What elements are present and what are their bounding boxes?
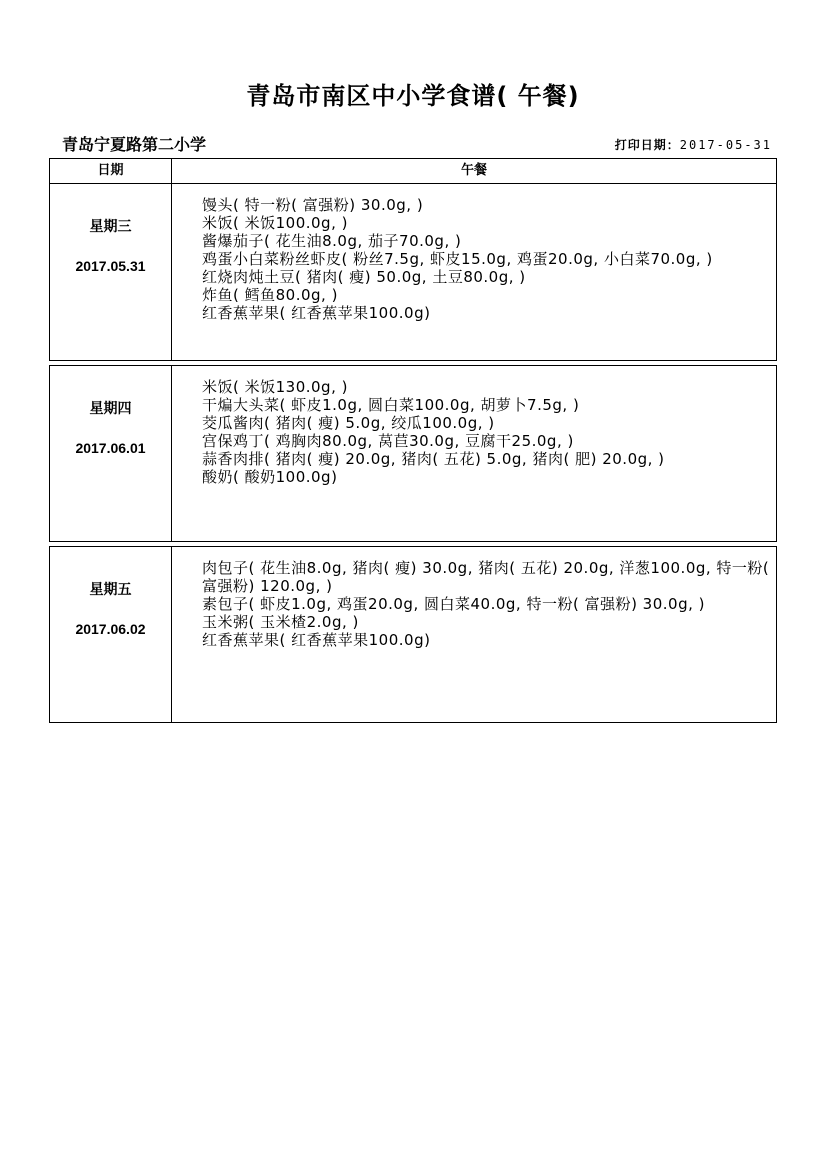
- menu-table: [49, 158, 777, 723]
- date-cell: [50, 366, 172, 541]
- menu-item: 宫保鸡丁( 鸡胸肉80.0g, 莴苣30.0g, 豆腐干25.0g, ): [202, 432, 574, 450]
- date: 2017.06.01: [75, 440, 146, 456]
- menu-item: 红香蕉苹果( 红香蕉苹果100.0g): [202, 304, 431, 322]
- menu-item: 素包子( 虾皮1.0g, 鸡蛋20.0g, 圆白菜40.0g, 特一粉( 富强粉) 30.0g, ): [202, 595, 705, 613]
- weekday: 星期三: [89, 219, 132, 235]
- menu-item: 肉包子( 花生油8.0g, 猪肉( 瘦) 30.0g, 猪肉( 五花) 20.0g, 洋葱100.0g, 特一粉( 富强粉) 120.0g, ): [202, 559, 775, 595]
- menu-item: 玉米粥( 玉米楂2.0g, ): [202, 613, 359, 631]
- menu-item: 馒头( 特一粉( 富强粉) 30.0g, ): [202, 196, 424, 214]
- date-cell: [50, 547, 172, 722]
- weekday: 星期五: [89, 582, 132, 598]
- print-date: [615, 136, 772, 153]
- table-row: [49, 184, 777, 361]
- weekday: 星期四: [89, 401, 132, 417]
- lunch-cell: [172, 184, 776, 360]
- date: 2017.05.31: [75, 258, 146, 274]
- menu-item: 鸡蛋小白菜粉丝虾皮( 粉丝7.5g, 虾皮15.0g, 鸡蛋20.0g, 小白菜70.0g, ): [202, 250, 713, 268]
- menu-item: 干煸大头菜( 虾皮1.0g, 圆白菜100.0g, 胡萝卜7.5g, ): [202, 396, 580, 414]
- header-date: 日期: [50, 159, 172, 183]
- date: 2017.06.02: [75, 621, 146, 637]
- header-lunch: 午餐: [460, 163, 487, 178]
- menu-item: 蒜香肉排( 猪肉( 瘦) 20.0g, 猪肉( 五花) 5.0g, 猪肉( 肥) 20.0g, ): [202, 450, 665, 468]
- date-cell: [50, 184, 172, 360]
- table-row: [49, 365, 777, 542]
- menu-item: 酸奶( 酸奶100.0g): [202, 468, 338, 486]
- page-title: 青岛市南区中小学食谱( 午餐): [246, 82, 580, 110]
- menu-item: 炸鱼( 鳕鱼80.0g, ): [202, 286, 338, 304]
- print-date-label: 打印日期：: [614, 138, 680, 152]
- menu-item: 红烧肉炖土豆( 猪肉( 瘦) 50.0g, 土豆80.0g, ): [202, 268, 526, 286]
- table-header: [49, 158, 777, 184]
- print-date-value: 2017-05-31: [679, 138, 772, 152]
- menu-item: 红香蕉苹果( 红香蕉苹果100.0g): [202, 631, 431, 649]
- school-name: 青岛宁夏路第二小学: [62, 135, 207, 154]
- lunch-cell: [172, 547, 776, 722]
- menu-item: 酱爆茄子( 花生油8.0g, 茄子70.0g, ): [202, 232, 462, 250]
- menu-item: 米饭( 米饭100.0g, ): [202, 214, 348, 232]
- table-row: [49, 546, 777, 723]
- lunch-cell: [172, 366, 776, 541]
- menu-item: 米饭( 米饭130.0g, ): [202, 378, 348, 396]
- menu-item: 茭瓜酱肉( 猪肉( 瘦) 5.0g, 绞瓜100.0g, ): [202, 414, 495, 432]
